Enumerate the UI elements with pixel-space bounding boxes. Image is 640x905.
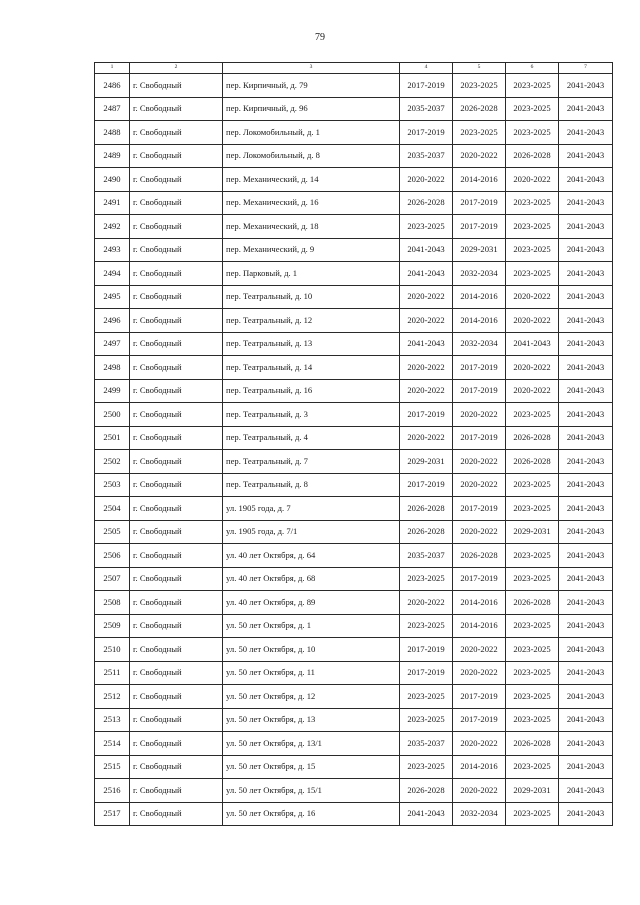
- table-row: [95, 403, 613, 427]
- table-row: [95, 426, 613, 450]
- city-cell: г. Свободный: [130, 191, 223, 215]
- table-row: [95, 97, 613, 121]
- table-row: [95, 802, 613, 826]
- period-cell: 2017-2019: [453, 379, 506, 403]
- city-cell: г. Свободный: [130, 403, 223, 427]
- period-cell: 2020-2022: [453, 638, 506, 662]
- row-number-cell: 2512: [95, 685, 130, 709]
- period-cell: 2035-2037: [400, 544, 453, 568]
- city-cell: г. Свободный: [130, 74, 223, 98]
- period-cell: 2041-2043: [400, 332, 453, 356]
- period-cell: 2026-2028: [453, 544, 506, 568]
- period-cell: 2020-2022: [400, 379, 453, 403]
- row-number-cell: 2503: [95, 473, 130, 497]
- table-row: [95, 332, 613, 356]
- city-cell: г. Свободный: [130, 121, 223, 145]
- period-cell: 2023-2025: [506, 262, 559, 286]
- period-cell: 2023-2025: [400, 567, 453, 591]
- period-cell: 2017-2019: [400, 473, 453, 497]
- period-cell: 2020-2022: [453, 520, 506, 544]
- period-cell: 2032-2034: [453, 262, 506, 286]
- table-row: [95, 168, 613, 192]
- address-cell: ул. 50 лет Октября, д. 1: [223, 614, 400, 638]
- period-cell: 2041-2043: [559, 732, 613, 756]
- period-cell: 2023-2025: [506, 544, 559, 568]
- period-cell: 2014-2016: [453, 591, 506, 615]
- period-cell: 2041-2043: [559, 497, 613, 521]
- period-cell: 2041-2043: [400, 238, 453, 262]
- table-row: [95, 638, 613, 662]
- table-row: [95, 755, 613, 779]
- period-cell: 2041-2043: [559, 450, 613, 474]
- row-number-cell: 2494: [95, 262, 130, 286]
- row-number-cell: 2514: [95, 732, 130, 756]
- table-row: [95, 450, 613, 474]
- period-cell: 2023-2025: [506, 121, 559, 145]
- period-cell: 2023-2025: [506, 473, 559, 497]
- table-row: [95, 708, 613, 732]
- city-cell: г. Свободный: [130, 802, 223, 826]
- period-cell: 2041-2043: [559, 144, 613, 168]
- period-cell: 2020-2022: [506, 168, 559, 192]
- period-cell: 2017-2019: [400, 661, 453, 685]
- row-number-cell: 2513: [95, 708, 130, 732]
- city-cell: г. Свободный: [130, 732, 223, 756]
- city-cell: г. Свободный: [130, 755, 223, 779]
- period-cell: 2035-2037: [400, 732, 453, 756]
- period-cell: 2041-2043: [559, 473, 613, 497]
- period-cell: 2023-2025: [506, 74, 559, 98]
- address-cell: ул. 50 лет Октября, д. 16: [223, 802, 400, 826]
- column-header: 4: [400, 63, 453, 74]
- city-cell: г. Свободный: [130, 520, 223, 544]
- period-cell: 2017-2019: [400, 638, 453, 662]
- row-number-cell: 2497: [95, 332, 130, 356]
- row-number-cell: 2489: [95, 144, 130, 168]
- address-cell: пер. Театральный, д. 7: [223, 450, 400, 474]
- period-cell: 2041-2043: [559, 426, 613, 450]
- city-cell: г. Свободный: [130, 144, 223, 168]
- row-number-cell: 2501: [95, 426, 130, 450]
- period-cell: 2029-2031: [506, 779, 559, 803]
- row-number-cell: 2495: [95, 285, 130, 309]
- city-cell: г. Свободный: [130, 238, 223, 262]
- housing-register-table: [94, 62, 613, 826]
- period-cell: 2020-2022: [453, 450, 506, 474]
- city-cell: г. Свободный: [130, 168, 223, 192]
- period-cell: 2041-2043: [559, 685, 613, 709]
- address-cell: пер. Кирпичный, д. 96: [223, 97, 400, 121]
- period-cell: 2041-2043: [559, 97, 613, 121]
- period-cell: 2026-2028: [400, 779, 453, 803]
- period-cell: 2023-2025: [400, 755, 453, 779]
- period-cell: 2041-2043: [559, 779, 613, 803]
- period-cell: 2017-2019: [453, 497, 506, 521]
- period-cell: 2041-2043: [559, 520, 613, 544]
- row-number-cell: 2498: [95, 356, 130, 380]
- period-cell: 2035-2037: [400, 97, 453, 121]
- period-cell: 2023-2025: [506, 614, 559, 638]
- table-row: [95, 614, 613, 638]
- period-cell: 2041-2043: [559, 614, 613, 638]
- period-cell: 2023-2025: [506, 755, 559, 779]
- period-cell: 2014-2016: [453, 309, 506, 333]
- address-cell: ул. 50 лет Октября, д. 13/1: [223, 732, 400, 756]
- table-row: [95, 591, 613, 615]
- table-row: [95, 520, 613, 544]
- address-cell: пер. Театральный, д. 10: [223, 285, 400, 309]
- row-number-cell: 2515: [95, 755, 130, 779]
- row-number-cell: 2487: [95, 97, 130, 121]
- period-cell: 2017-2019: [400, 121, 453, 145]
- period-cell: 2023-2025: [453, 121, 506, 145]
- period-cell: 2032-2034: [453, 332, 506, 356]
- address-cell: пер. Механический, д. 14: [223, 168, 400, 192]
- period-cell: 2023-2025: [506, 191, 559, 215]
- city-cell: г. Свободный: [130, 685, 223, 709]
- table-row: [95, 238, 613, 262]
- table-row: [95, 215, 613, 239]
- city-cell: г. Свободный: [130, 356, 223, 380]
- period-cell: 2020-2022: [453, 779, 506, 803]
- city-cell: г. Свободный: [130, 779, 223, 803]
- city-cell: г. Свободный: [130, 638, 223, 662]
- address-cell: пер. Парковый, д. 1: [223, 262, 400, 286]
- column-header: 1: [95, 63, 130, 74]
- row-number-cell: 2496: [95, 309, 130, 333]
- address-cell: ул. 1905 года, д. 7/1: [223, 520, 400, 544]
- address-cell: пер. Механический, д. 9: [223, 238, 400, 262]
- table-row: [95, 567, 613, 591]
- period-cell: 2023-2025: [453, 74, 506, 98]
- period-cell: 2041-2043: [559, 403, 613, 427]
- period-cell: 2017-2019: [453, 426, 506, 450]
- table-row: [95, 309, 613, 333]
- period-cell: 2041-2043: [559, 591, 613, 615]
- period-cell: 2023-2025: [506, 708, 559, 732]
- table-row: [95, 191, 613, 215]
- period-cell: 2041-2043: [400, 802, 453, 826]
- row-number-cell: 2506: [95, 544, 130, 568]
- table-row: [95, 661, 613, 685]
- period-cell: 2020-2022: [400, 426, 453, 450]
- period-cell: 2026-2028: [506, 591, 559, 615]
- city-cell: г. Свободный: [130, 379, 223, 403]
- city-cell: г. Свободный: [130, 285, 223, 309]
- address-cell: ул. 40 лет Октября, д. 68: [223, 567, 400, 591]
- period-cell: 2041-2043: [559, 802, 613, 826]
- period-cell: 2026-2028: [400, 497, 453, 521]
- row-number-cell: 2511: [95, 661, 130, 685]
- column-header: 5: [453, 63, 506, 74]
- city-cell: г. Свободный: [130, 450, 223, 474]
- period-cell: 2041-2043: [559, 262, 613, 286]
- city-cell: г. Свободный: [130, 497, 223, 521]
- address-cell: пер. Театральный, д. 16: [223, 379, 400, 403]
- row-number-cell: 2486: [95, 74, 130, 98]
- period-cell: 2023-2025: [400, 708, 453, 732]
- table-row: [95, 544, 613, 568]
- row-number-cell: 2490: [95, 168, 130, 192]
- period-cell: 2041-2043: [559, 332, 613, 356]
- city-cell: г. Свободный: [130, 661, 223, 685]
- row-number-cell: 2492: [95, 215, 130, 239]
- period-cell: 2017-2019: [453, 215, 506, 239]
- row-number-cell: 2493: [95, 238, 130, 262]
- period-cell: 2041-2043: [559, 638, 613, 662]
- period-cell: 2023-2025: [506, 215, 559, 239]
- city-cell: г. Свободный: [130, 426, 223, 450]
- address-cell: пер. Механический, д. 18: [223, 215, 400, 239]
- period-cell: 2020-2022: [400, 591, 453, 615]
- period-cell: 2014-2016: [453, 755, 506, 779]
- period-cell: 2041-2043: [559, 379, 613, 403]
- period-cell: 2023-2025: [506, 403, 559, 427]
- period-cell: 2041-2043: [559, 661, 613, 685]
- period-cell: 2020-2022: [506, 309, 559, 333]
- city-cell: г. Свободный: [130, 332, 223, 356]
- row-number-cell: 2517: [95, 802, 130, 826]
- row-number-cell: 2510: [95, 638, 130, 662]
- period-cell: 2020-2022: [506, 285, 559, 309]
- period-cell: 2017-2019: [453, 191, 506, 215]
- address-cell: ул. 50 лет Октября, д. 12: [223, 685, 400, 709]
- table-body: [95, 63, 613, 826]
- period-cell: 2041-2043: [559, 356, 613, 380]
- address-cell: ул. 50 лет Октября, д. 15/1: [223, 779, 400, 803]
- period-cell: 2020-2022: [453, 732, 506, 756]
- city-cell: г. Свободный: [130, 97, 223, 121]
- period-cell: 2026-2028: [453, 97, 506, 121]
- address-cell: пер. Театральный, д. 12: [223, 309, 400, 333]
- period-cell: 2041-2043: [559, 567, 613, 591]
- table-row: [95, 732, 613, 756]
- period-cell: 2020-2022: [400, 356, 453, 380]
- city-cell: г. Свободный: [130, 309, 223, 333]
- period-cell: 2023-2025: [506, 661, 559, 685]
- period-cell: 2014-2016: [453, 168, 506, 192]
- row-number-cell: 2507: [95, 567, 130, 591]
- period-cell: 2041-2043: [559, 238, 613, 262]
- city-cell: г. Свободный: [130, 473, 223, 497]
- period-cell: 2023-2025: [506, 802, 559, 826]
- address-cell: ул. 40 лет Октября, д. 64: [223, 544, 400, 568]
- period-cell: 2023-2025: [506, 685, 559, 709]
- row-number-cell: 2488: [95, 121, 130, 145]
- period-cell: 2041-2043: [559, 168, 613, 192]
- address-cell: пер. Театральный, д. 8: [223, 473, 400, 497]
- period-cell: 2014-2016: [453, 614, 506, 638]
- address-cell: ул. 50 лет Октября, д. 10: [223, 638, 400, 662]
- table-row: [95, 144, 613, 168]
- table-row: [95, 497, 613, 521]
- column-header: 7: [559, 63, 613, 74]
- address-cell: пер. Театральный, д. 3: [223, 403, 400, 427]
- period-cell: 2017-2019: [400, 74, 453, 98]
- period-cell: 2041-2043: [506, 332, 559, 356]
- column-header: 2: [130, 63, 223, 74]
- address-cell: ул. 40 лет Октября, д. 89: [223, 591, 400, 615]
- period-cell: 2026-2028: [506, 426, 559, 450]
- period-cell: 2026-2028: [506, 450, 559, 474]
- table-row: [95, 262, 613, 286]
- address-cell: пер. Театральный, д. 4: [223, 426, 400, 450]
- period-cell: 2041-2043: [559, 544, 613, 568]
- row-number-cell: 2509: [95, 614, 130, 638]
- period-cell: 2029-2031: [400, 450, 453, 474]
- period-cell: 2020-2022: [400, 285, 453, 309]
- period-cell: 2020-2022: [400, 168, 453, 192]
- address-cell: пер. Локомобильный, д. 8: [223, 144, 400, 168]
- period-cell: 2035-2037: [400, 144, 453, 168]
- city-cell: г. Свободный: [130, 567, 223, 591]
- address-cell: пер. Локомобильный, д. 1: [223, 121, 400, 145]
- city-cell: г. Свободный: [130, 591, 223, 615]
- period-cell: 2020-2022: [453, 661, 506, 685]
- address-cell: ул. 1905 года, д. 7: [223, 497, 400, 521]
- period-cell: 2041-2043: [559, 215, 613, 239]
- city-cell: г. Свободный: [130, 215, 223, 239]
- column-number-header-row: [95, 63, 613, 74]
- address-cell: ул. 50 лет Октября, д. 13: [223, 708, 400, 732]
- address-cell: пер. Кирпичный, д. 79: [223, 74, 400, 98]
- page-number: 79: [315, 32, 325, 43]
- period-cell: 2020-2022: [453, 473, 506, 497]
- period-cell: 2023-2025: [400, 685, 453, 709]
- table-row: [95, 285, 613, 309]
- period-cell: 2023-2025: [506, 97, 559, 121]
- city-cell: г. Свободный: [130, 708, 223, 732]
- period-cell: 2041-2043: [559, 191, 613, 215]
- period-cell: 2023-2025: [400, 614, 453, 638]
- table-row: [95, 356, 613, 380]
- period-cell: 2041-2043: [400, 262, 453, 286]
- period-cell: 2017-2019: [400, 403, 453, 427]
- period-cell: 2026-2028: [400, 520, 453, 544]
- table-row: [95, 473, 613, 497]
- row-number-cell: 2508: [95, 591, 130, 615]
- period-cell: 2017-2019: [453, 685, 506, 709]
- address-cell: ул. 50 лет Октября, д. 11: [223, 661, 400, 685]
- table-row: [95, 685, 613, 709]
- row-number-cell: 2500: [95, 403, 130, 427]
- period-cell: 2023-2025: [400, 215, 453, 239]
- column-header: 6: [506, 63, 559, 74]
- address-cell: ул. 50 лет Октября, д. 15: [223, 755, 400, 779]
- address-cell: пер. Театральный, д. 13: [223, 332, 400, 356]
- period-cell: 2023-2025: [506, 567, 559, 591]
- city-cell: г. Свободный: [130, 614, 223, 638]
- row-number-cell: 2505: [95, 520, 130, 544]
- period-cell: 2020-2022: [506, 356, 559, 380]
- period-cell: 2023-2025: [506, 638, 559, 662]
- row-number-cell: 2491: [95, 191, 130, 215]
- period-cell: 2023-2025: [506, 497, 559, 521]
- period-cell: 2020-2022: [506, 379, 559, 403]
- period-cell: 2020-2022: [453, 144, 506, 168]
- address-cell: пер. Театральный, д. 14: [223, 356, 400, 380]
- period-cell: 2041-2043: [559, 121, 613, 145]
- period-cell: 2041-2043: [559, 309, 613, 333]
- row-number-cell: 2516: [95, 779, 130, 803]
- period-cell: 2032-2034: [453, 802, 506, 826]
- table-row: [95, 379, 613, 403]
- period-cell: 2026-2028: [400, 191, 453, 215]
- table-row: [95, 779, 613, 803]
- row-number-cell: 2499: [95, 379, 130, 403]
- city-cell: г. Свободный: [130, 544, 223, 568]
- period-cell: 2017-2019: [453, 708, 506, 732]
- row-number-cell: 2502: [95, 450, 130, 474]
- period-cell: 2026-2028: [506, 144, 559, 168]
- period-cell: 2041-2043: [559, 755, 613, 779]
- period-cell: 2041-2043: [559, 285, 613, 309]
- period-cell: 2014-2016: [453, 285, 506, 309]
- row-number-cell: 2504: [95, 497, 130, 521]
- period-cell: 2017-2019: [453, 567, 506, 591]
- period-cell: 2020-2022: [453, 403, 506, 427]
- period-cell: 2020-2022: [400, 309, 453, 333]
- period-cell: 2029-2031: [453, 238, 506, 262]
- period-cell: 2017-2019: [453, 356, 506, 380]
- period-cell: 2023-2025: [506, 238, 559, 262]
- city-cell: г. Свободный: [130, 262, 223, 286]
- address-cell: пер. Механический, д. 16: [223, 191, 400, 215]
- period-cell: 2026-2028: [506, 732, 559, 756]
- table-row: [95, 121, 613, 145]
- table-row: [95, 74, 613, 98]
- column-header: 3: [223, 63, 400, 74]
- period-cell: 2041-2043: [559, 708, 613, 732]
- period-cell: 2041-2043: [559, 74, 613, 98]
- period-cell: 2029-2031: [506, 520, 559, 544]
